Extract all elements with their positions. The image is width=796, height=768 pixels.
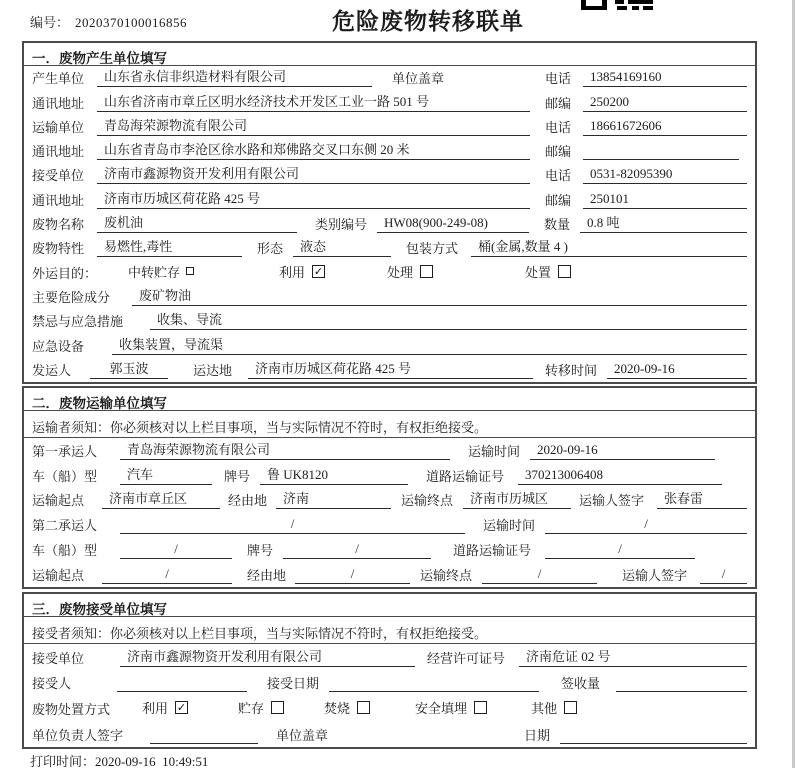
- form-row: [32, 721, 747, 747]
- field-label: 数量: [544, 217, 571, 233]
- field-value: 济南: [276, 488, 391, 509]
- field-value: 汽车: [120, 464, 212, 485]
- checkbox-label: 安全填埋: [415, 701, 468, 717]
- field-label: 转移时间: [545, 362, 598, 378]
- form-row: [32, 670, 747, 696]
- field-value: 2020-09-16: [530, 442, 715, 460]
- field-label: 接受人: [32, 676, 72, 692]
- form-row: [32, 187, 747, 211]
- qr-code-fragment: [581, 0, 653, 10]
- field-value: 收集、导流: [150, 309, 747, 330]
- form-row: [32, 488, 747, 513]
- field-label: 车（船）型: [32, 468, 98, 484]
- checkbox-label: 中转贮存: [128, 264, 181, 280]
- field-value: 济南市历城区荷花路 425 号: [248, 358, 533, 379]
- section-receiver-header: 三．废物接受单位填写: [24, 594, 755, 617]
- field-value: HW08(900-249-08): [377, 215, 529, 233]
- serial-label: 编号：: [30, 15, 70, 30]
- checkbox-unchecked-icon: [564, 701, 577, 714]
- field-value: 250101: [583, 191, 747, 209]
- field-label: 电话: [545, 168, 572, 184]
- field-label: 运达地: [193, 362, 233, 378]
- field-label: 接受单位: [32, 650, 85, 666]
- field-label: 运输人签字: [622, 567, 688, 583]
- serial-value: 2020370100016856: [75, 15, 188, 30]
- field-label: 邮编: [545, 192, 572, 208]
- field-label: 运输起点: [32, 493, 85, 509]
- field-label: 废物处置方式: [32, 702, 111, 718]
- print-time-value: 2020-09-16 10:49:51: [95, 754, 209, 768]
- form-row: [32, 512, 747, 537]
- field-label: 运输起点: [32, 567, 85, 583]
- field-label: 产生单位: [32, 71, 85, 87]
- field-value: /: [120, 516, 465, 534]
- form-row: [32, 309, 747, 333]
- section-transporter-header: 二．废物运输单位填写: [24, 388, 755, 411]
- field-value: 青岛海荣源物流有限公司: [97, 115, 530, 136]
- field-label: 接受日期: [267, 676, 320, 692]
- field-value: 张春雷: [657, 488, 747, 509]
- field-label: 废物特性: [32, 241, 85, 257]
- field-label: 经营许可证号: [427, 650, 506, 666]
- receiver-notice: 接受者须知：你必须核对以上栏目事项，当与实际情况不符时，有权拒绝接受。: [24, 617, 755, 644]
- field-label: 运输单位: [32, 119, 85, 135]
- form-row: [32, 438, 747, 463]
- field-label: 废物名称: [32, 217, 85, 233]
- checkbox-unchecked-icon: [186, 267, 194, 275]
- field-value: 山东省永信非织造材料有限公司: [97, 66, 372, 87]
- field-value: 济南市历城区荷花路 425 号: [97, 188, 530, 209]
- form-row: [32, 285, 747, 309]
- field-label: 接受单位: [32, 168, 85, 184]
- field-value: [560, 742, 747, 744]
- field-value: /: [102, 566, 232, 584]
- checkbox-item: [415, 698, 487, 718]
- checkbox-label: 其他: [531, 701, 558, 717]
- field-label: 类别编号: [315, 217, 368, 233]
- checkbox-item: [387, 262, 433, 282]
- field-value: 济南市鑫源物资开发利用有限公司: [97, 163, 530, 184]
- checkbox-item: [238, 698, 284, 718]
- print-time: [30, 751, 208, 768]
- field-label: 发运人: [32, 362, 72, 378]
- checkbox-unchecked-icon: [420, 265, 433, 278]
- field-value: /: [295, 566, 410, 584]
- checkbox-unchecked-icon: [474, 701, 487, 714]
- field-label: 通讯地址: [32, 144, 85, 160]
- form-row: [32, 139, 747, 163]
- field-value: 0.8 吨: [580, 212, 747, 233]
- field-label: 第一承运人: [32, 443, 98, 459]
- form-row: [32, 562, 747, 587]
- form-row: [32, 66, 747, 90]
- field-value: /: [545, 541, 695, 559]
- field-value: 废机油: [97, 212, 297, 233]
- field-label: 电话: [545, 71, 572, 87]
- field-label: 日期: [524, 727, 551, 743]
- field-label: 经由地: [228, 493, 268, 509]
- field-label: 单位负责人签字: [32, 727, 124, 743]
- section-receiver: [22, 592, 757, 749]
- form-row: [32, 212, 747, 236]
- field-value: 山东省济南市章丘区明水经济技术开发区工业一路 501 号: [97, 91, 530, 112]
- field-label: 经由地: [247, 567, 287, 583]
- field-value: 鲁 UK8120: [260, 464, 408, 485]
- field-value: /: [545, 516, 747, 534]
- checkbox-label: 贮存: [238, 701, 265, 717]
- section-producer: [22, 41, 757, 384]
- field-value: 济南危证 02 号: [519, 646, 747, 667]
- checkbox-item: [531, 698, 577, 718]
- field-label: 邮编: [545, 95, 572, 111]
- field-value: 济南市章丘区: [102, 488, 220, 509]
- field-value: 收集装置，导流渠: [112, 334, 747, 355]
- field-label: 单位盖章: [276, 727, 329, 743]
- checkbox-unchecked-icon: [357, 701, 370, 714]
- section-producer-header: 一．废物产生单位填写: [24, 43, 755, 66]
- field-value: 2020-09-16: [607, 361, 747, 379]
- checkbox-checked-icon: ✓: [313, 264, 324, 278]
- form-row: [32, 163, 747, 187]
- field-value: /: [700, 566, 747, 584]
- field-label: 外运目的：: [32, 265, 98, 281]
- field-value: 废矿物油: [132, 285, 747, 306]
- field-value: [117, 690, 247, 692]
- form-row: [32, 644, 747, 670]
- form-row: [32, 90, 747, 114]
- checkbox-item: [142, 698, 188, 718]
- field-label: 电话: [545, 119, 572, 135]
- form-title: 危险废物转移联单: [332, 8, 524, 34]
- form-row: [32, 695, 747, 721]
- field-label: 应急设备: [32, 338, 85, 354]
- field-value: [583, 158, 739, 160]
- serial-number: [30, 12, 187, 31]
- checkbox-label: 利用: [279, 264, 306, 280]
- form-row: [32, 358, 747, 382]
- checkbox-label: 处置: [525, 264, 552, 280]
- field-label: 运输终点: [401, 493, 454, 509]
- checkbox-item: [128, 262, 194, 282]
- field-value: 13854169160: [583, 69, 747, 87]
- form-row: [32, 115, 747, 139]
- checkbox-checked-icon: ✓: [176, 701, 187, 715]
- field-label: 运输时间: [468, 443, 521, 459]
- checkbox-item: [324, 698, 370, 718]
- field-label: 牌号: [247, 542, 274, 558]
- field-value: 0531-82095390: [583, 166, 747, 184]
- field-value: 250200: [583, 94, 747, 112]
- field-value: 济南市历城区: [463, 488, 571, 509]
- field-label: 车（船）型: [32, 542, 98, 558]
- field-label: 运输终点: [420, 567, 473, 583]
- section-transporter: [22, 386, 757, 589]
- field-value: 山东省青岛市李沧区徐水路和郑佛路交叉口东侧 20 米: [97, 139, 530, 160]
- field-value: 济南市鑫源物资开发利用有限公司: [120, 646, 415, 667]
- form-row: [32, 463, 747, 488]
- checkbox-unchecked-icon: [558, 265, 571, 278]
- field-value: 郭玉波: [90, 358, 168, 379]
- form-row: [32, 333, 747, 357]
- checkbox-label: 处理: [387, 264, 414, 280]
- field-label: 牌号: [224, 468, 251, 484]
- field-label: 运输时间: [483, 518, 536, 534]
- field-label: 通讯地址: [32, 95, 85, 111]
- field-value: [329, 690, 539, 692]
- field-value: [616, 690, 747, 692]
- field-label: 包装方式: [406, 241, 459, 257]
- field-label: 主要危险成分: [32, 289, 111, 305]
- form-row: [32, 260, 747, 284]
- form-row: [32, 537, 747, 562]
- field-label: 通讯地址: [32, 192, 85, 208]
- field-value: 液态: [293, 236, 391, 257]
- field-value: 370213006408: [518, 467, 722, 485]
- field-value: 青岛海荣源物流有限公司: [120, 439, 450, 460]
- checkbox-unchecked-icon: [271, 701, 284, 714]
- checkbox-item: [525, 262, 571, 282]
- checkbox-label: 焚烧: [324, 701, 351, 717]
- field-label: 道路运输证号: [453, 542, 532, 558]
- field-label: 形态: [257, 241, 284, 257]
- field-value: [150, 742, 258, 744]
- field-label: 运输人签字: [579, 493, 645, 509]
- page-edge-line: [792, 0, 795, 768]
- field-value: /: [283, 541, 431, 559]
- field-value: 桶(金属,数量 4 ): [471, 236, 747, 257]
- field-label: 单位盖章: [392, 71, 445, 87]
- field-label: 邮编: [545, 144, 572, 160]
- checkbox-label: 利用: [142, 701, 169, 717]
- field-value: 18661672606: [583, 118, 747, 136]
- field-value: /: [482, 566, 597, 584]
- field-label: 道路运输证号: [426, 468, 505, 484]
- field-label: 第二承运人: [32, 518, 98, 534]
- print-time-label: 打印时间：: [30, 754, 96, 768]
- transporter-notice: 运输者须知：你必须核对以上栏目事项，当与实际情况不符时，有权拒绝接受。: [24, 411, 755, 438]
- checkbox-item: [279, 262, 325, 282]
- field-value: /: [120, 541, 232, 559]
- field-label: 签收量: [561, 676, 601, 692]
- form-row: [32, 236, 747, 260]
- field-label: 禁忌与应急措施: [32, 314, 124, 330]
- field-value: 易燃性,毒性: [97, 236, 242, 257]
